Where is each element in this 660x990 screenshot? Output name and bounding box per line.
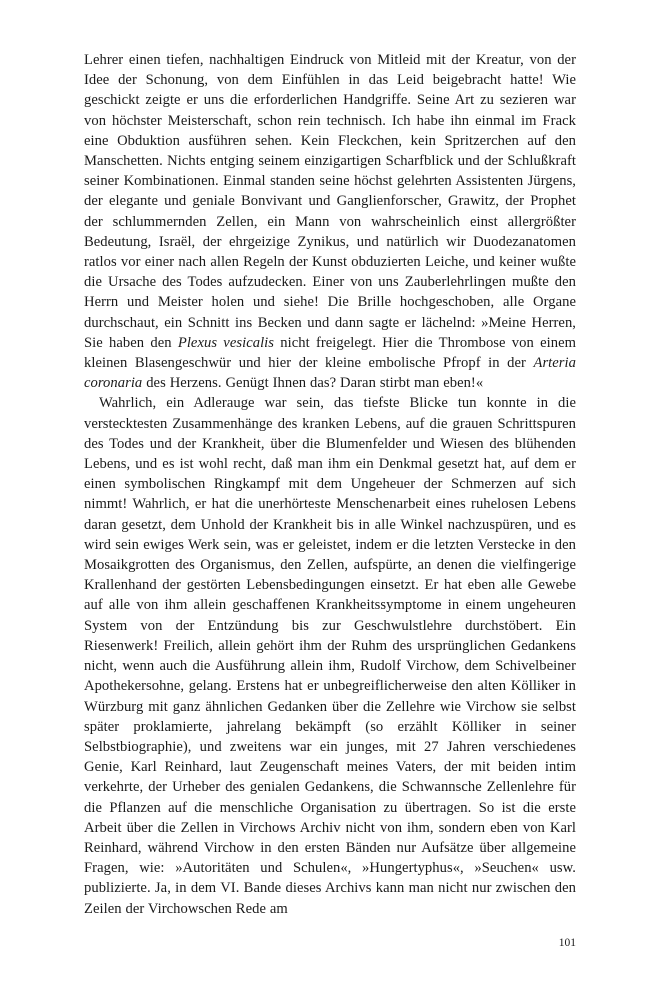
body-text: Wahrlich, ein Adlerauge war sein, das tiefste Blicke tun konnte in die verstecktesten Zusammenhänge des kranken Lebens, auf die grauen Schrittspuren des Todes und der Krankheit, über die Blumenfelder und Wiesen des blühenden Lebens, und es ist wohl recht, daß man ihm ein Denkmal gesetzt hat, auf dem er einen symbolischen Ringkampf mit dem Ungeheuer der Schmerzen auf sich nimmt! Wahrlich, er hat die unerhörteste Menschenarbeit eines ruhelosen Lebens daran gesetzt, dem Unhold der Krankheit bis in alle Winkel nachzuspüren, und es wird sein ewiges Werk sein, was er geleistet, indem er die letzten Verstecke in den Mosaikgrotten des Organismus, den Zellen, aufspürte, an denen die vielfingerige Krallenhand der gestörten Lebensbedingungen einsetzt. Er hat eben alle Gewebe auf alle von ihm allein geschaffenen Krankheitssymptome in einem ungeheuren System von der Entzündung bis zur Geschwulstlehre durchstöbert. Ein Riesenwerk! Freilich, allein gehört ihm der Ruhm des ursprünglichen Gedankens nicht, wenn auch die Ausführung allein ihm, Rudolf Virchow, dem Schivelbeiner Apothekersohne, gelang. Erstens hat er unbegreiflicherweise den alten Kölliker in Würzburg mit ganz ähnlichen Gedanken über die Zellehre wie Virchow sie selbst später proklamierte, jahrelang bekämpft (so erzählt Kölliker in seiner Selbstbiographie), und zweitens war ein junges, mit 27 Jahren verschiedenes Genie, Karl Reinhard, laut Zeugenschaft meines Vaters, der mit beiden intim verkehrte, der Urheber des genialen Gedankens, die Schwannsche Zellenlehre für die Pflanzen auf die menschliche Organisation zu übertragen. So ist die erste Arbeit über die Zellen in Virchows Archiv nicht von ihm, sondern eben von Karl Reinhard, während Virchow in den ersten Bänden nur Aufsätze über allgemeine Fragen, wie: »Autoritäten und Schulen«, »Hungertyphus«, »Seuchen« usw. publizierte. Ja, in dem VI. Bande dieses Archivs kann man nicht nur zwischen den Zeilen der Virchowschen Rede am <box>84 395 576 917</box>
italic-text: Arteria coronaria <box>84 355 576 392</box>
body-text: des Herzens. Genügt Ihnen das? Daran stirbt man eben!« <box>142 375 484 392</box>
body-text: Lehrer einen tiefen, nachhaltigen Eindruck von Mitleid mit der Kreatur, von der Idee der Schonung, von dem Einfühlen in das Leid beigebracht hatte! Wie geschickt zeigte er uns die erforderlichen Handgriffe. Seine Art zu sezieren war von höchster Meisterschaft, schon rein technisch. Ich habe ihn einmal im Frack eine Obduktion ausführen sehen. Kein Fleckchen, kein Spritzerchen auf den Manschetten. Nichts entging seinem einzigartigen Scharfblick und der Schlußkraft seiner Kombinationen. Einmal standen seine höchst gelehrten Assistenten Jürgens, der elegante und geniale Bonvivant und Ganglienforscher, Grawitz, der Prophet der schlummernden Zellen, ein Mann von wahrscheinlich einst allergrößter Bedeutung, Israël, der ehrgeizige Zynikus, und natürlich wir Duodezanatomen ratlos vor einer nach allen Regeln der Kunst obduzierten Leiche, und keiner wußte die Ursache des Todes aufzudecken. Einer von uns Zauberlehrlingen mußte den Herrn und Meister holen und siehe! Die Brille hochgeschoben, alle Organe durchschaut, ein Schnitt ins Becken und dann sagte er lächelnd: »Meine Herren, Sie haben den <box>84 52 576 351</box>
page-text <box>84 50 576 919</box>
paragraph <box>84 50 576 393</box>
italic-text: Plexus vesicalis <box>177 334 275 351</box>
body-text: nicht freigelegt. Hier die Thrombose von einem kleinen Blasengeschwür und hier der kleine embolische Pfropf in der <box>84 334 576 372</box>
paragraph <box>84 393 576 918</box>
page-number: 101 <box>558 937 576 949</box>
